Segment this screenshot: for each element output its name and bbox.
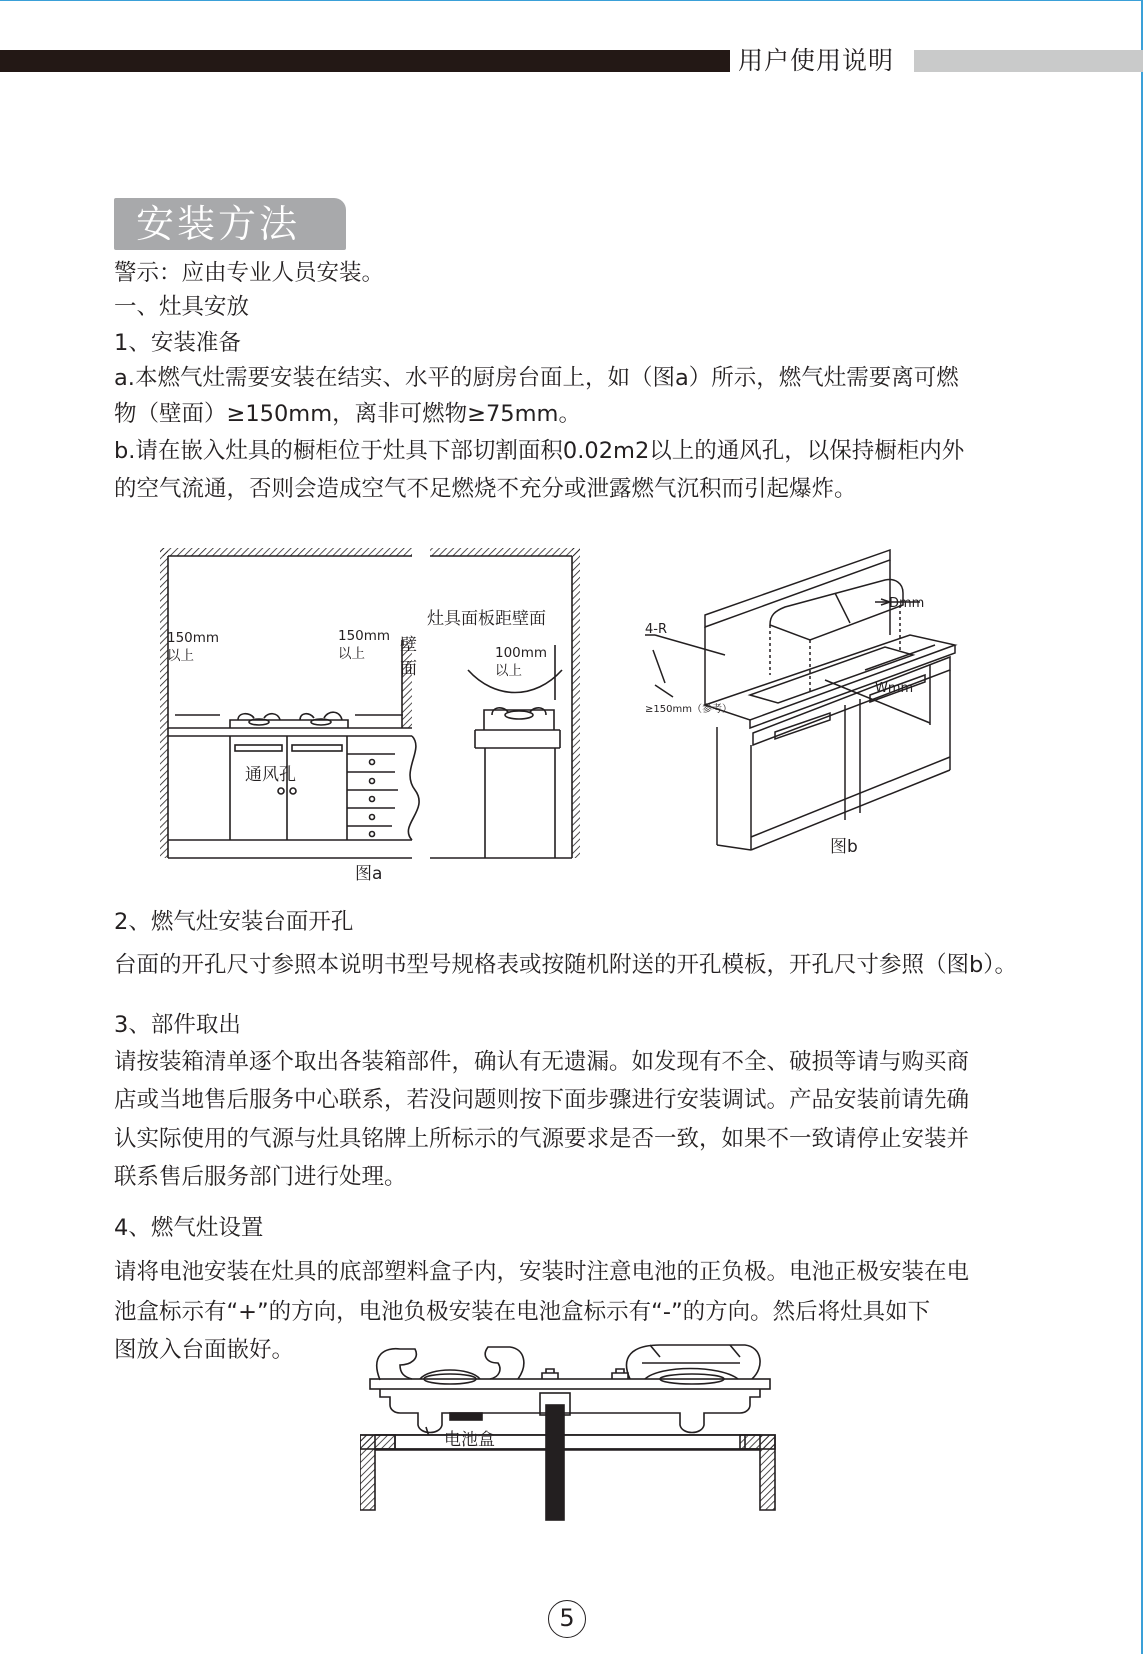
step2-title: 2、燃气灶安装台面开孔 xyxy=(114,909,354,935)
fig-a-wall-label-2: 面 xyxy=(400,659,417,679)
section-title: 安装方法 xyxy=(114,198,346,250)
fig-a-wall-label-1: 壁 xyxy=(400,635,417,655)
step1-b-line1: b.请在嵌入灶具的橱柜位于灶具下部切割面积0.02m2以上的通风孔，以保持橱柜内外 xyxy=(114,438,965,464)
fig-b-reference-label: ≥150mm（参考） xyxy=(645,704,732,715)
header-bar-dark xyxy=(0,50,730,72)
step4-line1: 请将电池安装在灶具的底部塑料盒子内，安装时注意电池的正负极。电池正极安装在电 xyxy=(114,1259,970,1285)
step4-title: 4、燃气灶设置 xyxy=(114,1215,264,1241)
fig-b-depth-label: Dmm xyxy=(889,596,925,611)
fig-a-caption: 图a xyxy=(355,864,383,884)
fig-b-width-label: Wmm xyxy=(875,681,914,696)
step3-title: 3、部件取出 xyxy=(114,1012,241,1038)
warning-text: 警示：应由专业人员安装。 xyxy=(114,260,385,286)
fig-a-panel-distance-label: 灶具面板距壁面 xyxy=(427,609,546,629)
page-number: 5 xyxy=(548,1600,586,1638)
step4-line2: 池盒标示有“+”的方向，电池负极安装在电池盒标示有“-”的方向。然后将灶具如下 xyxy=(114,1299,931,1325)
step3-line3: 认实际使用的气源与灶具铭牌上所标示的气源要求是否一致，如果不一致请停止安装并 xyxy=(114,1126,970,1152)
fig-a-left-dim-note: 以上 xyxy=(167,648,194,664)
fig-a-panel-distance-value: 100mm xyxy=(495,645,548,661)
step2-line1: 台面的开孔尺寸参照本说明书型号规格表或按随机附送的开孔模板，开孔尺寸参照（图b）。 xyxy=(114,952,1018,978)
step3-line2: 店或当地售后服务中心联系，若没问题则按下面步骤进行安装调试。产品安装前请先确 xyxy=(114,1087,970,1113)
fig-a-left-dim-value: 150mm xyxy=(167,630,220,646)
step1-a-line1: a.本燃气灶需要安装在结实、水平的厨房台面上，如（图a）所示，燃气灶需要离可燃 xyxy=(114,365,959,391)
step1-title: 1、安装准备 xyxy=(114,330,241,356)
step3-line4: 联系售后服务部门进行处理。 xyxy=(114,1164,407,1190)
fig-b-radius-label: 4-R xyxy=(645,622,667,637)
figure-b-countertop-cutout xyxy=(645,545,990,865)
fig-c-battery-box-label: 电池盒 xyxy=(444,1430,495,1450)
fig-a-panel-distance-note: 以上 xyxy=(495,663,522,679)
fig-a-right-dim-note: 以上 xyxy=(338,646,365,662)
figure-a-cabinet-clearance xyxy=(150,540,610,885)
fig-a-vent-label: 通风孔 xyxy=(245,765,296,785)
step3-line1: 请按装箱清单逐个取出各装箱部件，确认有无遗漏。如发现有不全、破损等请与购买商 xyxy=(114,1049,970,1075)
step1-b-line2: 的空气流通，否则会造成空气不足燃烧不充分或泄露燃气沉积而引起爆炸。 xyxy=(114,476,857,502)
fig-b-caption: 图b xyxy=(830,837,858,857)
part1-title: 一、灶具安放 xyxy=(114,294,250,320)
figure-c-stove-installation xyxy=(360,1335,820,1550)
fig-a-right-dim-value: 150mm xyxy=(338,628,391,644)
header-title: 用户使用说明 xyxy=(738,46,895,75)
step4-line3: 图放入台面嵌好。 xyxy=(114,1337,295,1363)
step1-a-line2: 物（壁面）≥150mm，离非可燃物≥75mm。 xyxy=(114,401,581,427)
page-top-edge xyxy=(0,0,1143,1)
header-bar-light xyxy=(914,50,1143,72)
